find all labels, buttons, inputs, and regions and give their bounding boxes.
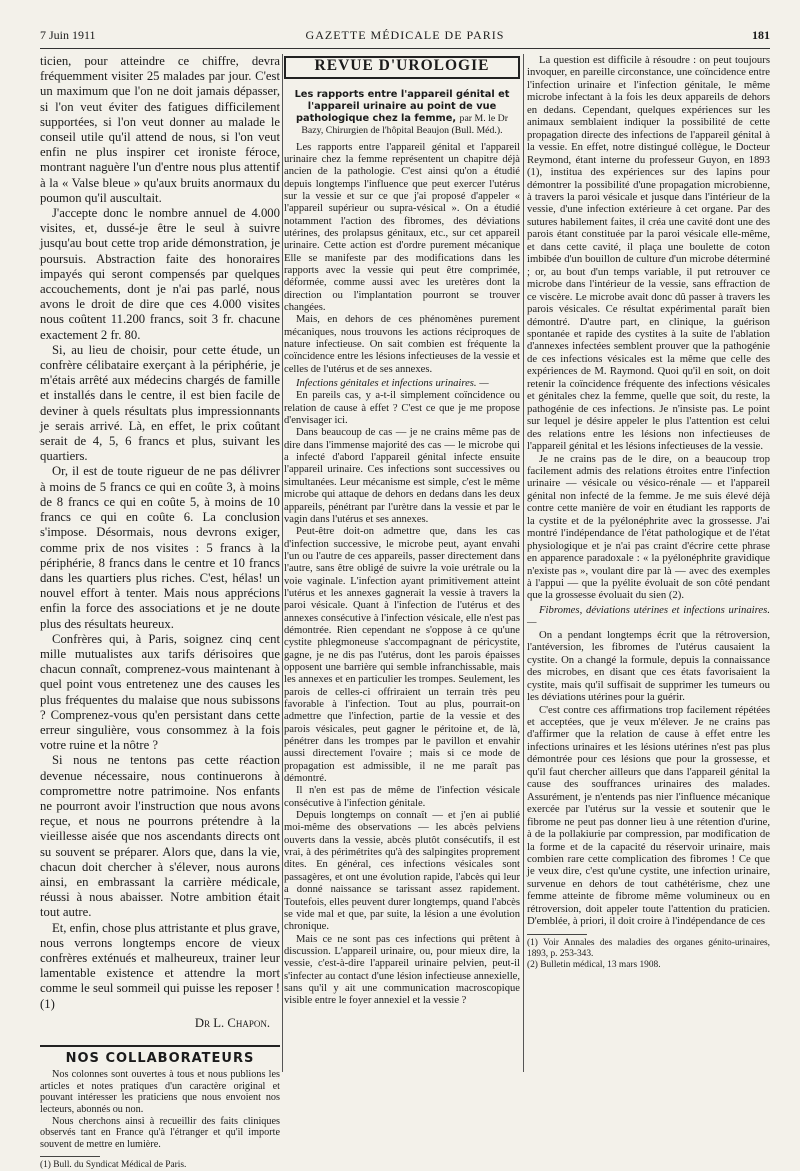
- notice-paragraph: Nos colonnes sont ouvertes à tous et nous publions les articles et notes pratiques d'un caractère original et pouvant intéresser les praticiens que nous envoient nos lecteurs, abonnés ou non.: [40, 1069, 280, 1115]
- article-citation: par M. le Dr Bazy, Chirurgien de l'hôpital Beaujon (Bull. Méd.).: [301, 112, 508, 136]
- paragraph: Or, il est de toute rigueur de ne pas délivrer à moins de 5 francs ce qui en coûte 3, à moins de 8 francs ce qui en coûte 5, à moins de 10 francs ce qui en coûte 6. La conclusion s'impose. Désormais, nous devrons exiger, comme prix de nos visites : 5 francs à la périphérie, 8 francs dans le centre et 10 francs dans les quartiers plus riches. C'est, hélas! un nouvel effort à tenter. Mais nous apprécions enfin la force des associations et je ne doute plus des résultats heureux.: [40, 464, 280, 631]
- subheading: Infections génitales et infections urinaires. —: [296, 378, 489, 390]
- footnote: (1) Bull. du Syndicat Médical de Paris.: [40, 1160, 187, 1171]
- paragraph: J'accepte donc le nombre annuel de 4.000 visites, et, dussé-je être le seul à suivre jusqu'au bout cette trop aride démonstration, je poursuis. Abstraction faite des honoraires impayés qui seront compensés par quelques accouchements, dont je n'ai pas parlé, nous avons le droit de dire que ces 4.000 visites nous coûtent 11.200 francs, soit 3 fr. chacune exactement 2 fr. 80.: [40, 206, 280, 342]
- column-right: [527, 54, 770, 1072]
- paragraph: En pareils cas, y a-t-il simplement coïncidence ou relation de cause à effet ? C'est ce que je me propose d'envisager ici.: [284, 390, 520, 427]
- article-heading: [284, 89, 520, 136]
- paragraph: On a pendant longtemps écrit que la rétroversion, l'antéversion, les fibromes de l'utérus causaient la cystite. On a changé la formule, depuis la connaissance des microbes, en disant que ces états favorisaient la cystite, mais qu'il suffisait de supprimer les tumeurs ou les déviations utérines pour la guérir.: [527, 628, 770, 704]
- column-divider: [523, 54, 524, 1072]
- paragraph: Et, enfin, chose plus attristante et plus grave, nous verrons longtemps encore de vieux confrères exténués et malheureux, trainer leur lamentable existence et attendre la mort comme le seul sommeil qui puisse les reposer ! (1): [40, 920, 280, 1011]
- paragraph: Les rapports entre l'appareil génital et l'appareil urinaire chez la femme représentent un chapitre déjà ancien de la pathologie. C'est ainsi qu'on a étudié depuis longtemps l'influence que peut exercer l'utérus sur la vessie et sur ce que j'ai proposé d'appeler « l'appareil supérieur ou supra-vésical ». On a étudié notamment l'action des fibromes, des déviations utérines, des prolapsus génitaux, etc., sur cet appareil urinaire. Cette action est d'ordre purement mécanique Elle se manifeste par des modifications dans les rapports avec la vessie qui peut être comprimée, déformée, comme aussi avec les uretères dont la direction ou l'implantation pourront se trouver changées.: [284, 141, 520, 313]
- footnote-rule: [40, 1156, 100, 1157]
- footnote-rule: [527, 934, 587, 935]
- header-rule: [40, 48, 770, 49]
- paragraph: Mais, en dehors de ces phénomènes purement mécaniques, nous trouvons les actions réciproques de nature infectieuse. On sait combien est fréquente la coïncidence entre les lésions infectieuses de la vessie et celles de l'utérus et de ses annexes.: [284, 314, 520, 375]
- paragraph: Mais ce ne sont pas ces infections qui prêtent à discussion. L'appareil urinaire, ou, pour mieux dire, la vessie, c'est-à-dire l'appareil urinaire pelvien, peut-il s'infecter au contact d'une lésion infectieuse annexielle, sans qu'il y ait une communication macroscopique visible entre le foyer annexiel et la vessie ?: [284, 933, 520, 1007]
- paragraph: Si nous ne tentons pas cette réaction devenue nécessaire, nous continuerons à compromettre notre patrimoine. Nos enfants ne pourront avoir l'instruction que nous avons reçue, et nous ne pourrons prétendre à la vieillesse aisée que nos ascendants directs ont su souvent se préparer. Alors que, dans la vie, chacun doit chercher à s'élever, nous aurons ainsi, en embrassant la carrière médicale, réussi à nous abaisser. Notre ambition était tout autre.: [40, 753, 280, 920]
- running-head: [40, 28, 770, 46]
- subheading: Fibromes, déviations utérines et infections urinaires. —: [527, 603, 770, 629]
- paragraph: Si, au lieu de choisir, pour cette étude, un confrère célibataire exerçant à la périphérie, je m'étais arrêté aux médecins chargés de famille et installés dans le centre, il est bien facile de deviner à quels résultats plus impressionnants je serais arrivé. Là, en effet, le prix coûtant serait de 4, 5, 6 francs et plus, suivant les quartiers.: [40, 342, 280, 464]
- paragraph: Peut-être doit-on admettre que, dans les cas d'infection successive, le microbe peut, ayant envahi l'un ou l'autre de ces appareils, passer directement dans l'autre, sans être obligé de suivre la voie urétrale ou la voie vaginale. L'infection ayant primitivement atteint l'utérus et les annexes gagnerait la vessie à travers la paroi vésicale. Quant à l'infection de l'utérus et des annexes consécutive à l'infection vésicale, elle n'est pas démontrée. Rien cependant ne s'oppose à ce qu'une cystite phlegmoneuse s'accompagnant de péricystite, gagne, je ne dis pas l'utérus, dont les parois épaisses opposent une barrière qui semble infranchissable, mais les annexes et en particulier les trompes. Seulement, les parois de celles-ci offriraient un terrain très peu favorable à l'infection. Tout au plus, pourrait-on admettre que l'infection, partie de la vessie et des parois vésicales, peut gagner le péritoine et, de là, pénétrer dans les trompes par le pavillon et envahir aussi directement l'ovaire ; mais si ce mode de propagation est admissible, il ne me paraît pas démontré.: [284, 526, 520, 785]
- column-left: [40, 54, 280, 1171]
- notice-paragraph: Nous cherchons ainsi à recueillir des faits cliniques observés tant en France qu'à l'étranger et qu'il importe souvent de mettre en lumière.: [40, 1115, 280, 1150]
- issue-date: 7 Juin 1911: [40, 28, 96, 42]
- paragraph: ticien, pour atteindre ce chiffre, devra fréquemment visiter 25 malades par jour. C'est un maximum que l'on ne doit jamais dépasser, si l'on veut éviter des fatigues difficilement supportées, si l'on veut donner au malade le conseil utile qu'il attend de nous, si l'on veut enfin ne plus inspirer cet ironiste féroce, montrant naguère l'un d'entre nous plus attentif à la « Valse bleue » qu'aux bruits anormaux du poumon qu'il auscultait.: [40, 54, 280, 205]
- paragraph: Je ne crains pas de le dire, on a beaucoup trop facilement admis des relations étroites entre l'infection urinaire — vésicale ou vésico-rénale — et l'appareil génital non infecté de la femme. Je me suis élevé déjà contre cette manière de voir en étudiant les rapports de la cystite et de la pyélonéphrite avec la grossesse. J'ai montré l'indépendance de l'état pathologique et de l'état physiologique et je n'ai pas craint d'écrire cette phrase en apparence paradoxale : « la pyélonéphrite gravidique n'existe pas », voulant dire par là — avec des exemples à l'appui — que la pyélite évoluait de son côté pendant que la grossesse évoluait du sien (2).: [527, 452, 770, 602]
- column-divider: [282, 54, 283, 1072]
- collaborators-notice: [40, 1045, 280, 1150]
- section-title: REVUE D'UROLOGIE: [314, 57, 490, 74]
- journal-title: GAZETTE MÉDICALE DE PARIS: [305, 28, 505, 42]
- paragraph: Dans beaucoup de cas — je ne crains même pas de dire dans l'immense majorité des cas — le microbe qui a infecté d'abord l'appareil génital infecte ensuite l'appareil urinaire. Ces infections sont successives ou simultanées. Leur mécanisme est simple, c'est le même microbe qui attaque de dehors en dedans dans les deux appareils, pénétrant par l'urètre dans la vessie et par le vagin dans l'utérus et ses annexes.: [284, 427, 520, 525]
- page-number: 181: [752, 28, 770, 42]
- collaborators-title: NOS COLLABORATEURS: [65, 1051, 255, 1066]
- paragraph: Depuis longtemps on connaît — et j'en ai publié moi-même des observations — les abcès pelviens ouverts dans la vessie, abcès plutôt consécutifs, il est vrai, à des périmétrites qu'à des salpingites proprement dites. En général, ces infections vésicales sont passagères, et ont une évolution rapide, l'abcès qui leur a donné naissance se tarissant assez rapidement. Toutefois, elles peuvent durer longtemps, quand l'abcès se vide mal et que, par suite, la lésion a une évolution chronique.: [284, 810, 520, 933]
- footnote: (2) Bulletin médical, 13 mars 1908.: [527, 959, 661, 970]
- paragraph: La question est difficile à résoudre : on peut toujours invoquer, en pareille circonstance, une coïncidence entre l'infection urinaire et l'infection génitale, le même microbe infectant à la fois les deux appareils de dehors en dedans. Cependant, quelques expériences sur les animaux semblaient indiquer la possibilité de cette propagation directe des infections de l'appareil génital à la vessie. En effet, notre distingué collègue, le Docteur Reymond, étant interne du professeur Guyon, en 1893 (1), institua des expériences sur des lapins pour démontrer la possibilité d'une propagation microbienne, à travers la paroi vésicale et jusque dans l'intérieur de la vessie, d'une infection extérieure à cet organe. Par des sutures habilement faites, il créa une cavité dont une des parois étant constituée par la paroi vésicale elle-même, et dans cette cavité, il plaça une boulette de coton imbibée d'un bouillon de culture d'un microbe déterminé ; or, au bout d'un temps variable, il put retrouver ce microbe dans l'intérieur de la vessie, sans effraction de ce viscère. Le microbe avait donc dû passer à travers les parois vésicales. Ce résultat expérimental paraît bien démontré. D'autre part, en clinique, la guérison spontanée et rapide des cystites à la suite de l'ablation d'annexes infectées semblent prouver que la pathogénie de ces infections vésicales est la même que celle des expériences de M. Raymond. Quoi qu'il en soit, on doit retenir la coïncidence fréquente des infections vésicales et génitales chez la femme, quelle que soit, du reste, la pathogénie de ces infections. Je n'insiste pas. Le point sur lequel je désire appeler le plus l'attention est celui des relations entre les lésions non infectieuses de l'appareil génital et les lésions infectieuses de la vessie.: [527, 54, 770, 453]
- paragraph: Confrères qui, à Paris, soignez cinq cent mille mutualistes aux tarifs dérisoires que chacun connaît, comprenez-vous maintenant à quel point vous entretenez une des causes les plus fréquentes du malaise que nous subissons ? Comprenez-vous qu'en persistant dans cette erreur singulière, vous consommez à la fois votre ruine et la nôtre ?: [40, 631, 280, 753]
- article-title: Les rapports entre l'appareil génital et l'appareil urinaire au point de vue pathologique chez la femme,: [294, 89, 510, 124]
- paragraph: C'est contre ces affirmations trop facilement répétées et acceptées, que je veux m'élever. Je ne crains pas d'affirmer que la relation de cause à effet entre les infections urinaires et les lésions utérines n'est pas plus démontrée pour ces lésions que pour la grossesse, et qu'il faut chercher ailleurs que dans l'appareil génital la cause des souffrances urinaires des malades. Assurément, je n'entends pas nier l'influence mécanique exercée par l'utérus sur la vessie et soutenir que le fibrome ne peut pas donner lieu à une rétention d'urine, à de la pollakiurie par compression, par modification de la forme et de la capacité du réservoir urinaire, mais combien rare cette complication des fibromes ! Ce que je veux dire, c'est qu'une cystite, une infection urinaire, survenue en dehors de tout cathétérisme, chez une femme atteinte de fibrome même volumineux ou en rétroversion, doit appeler toute l'attention du praticien. D'emblée, à priori, il doit croire à l'indépendance de ces: [527, 703, 770, 928]
- paragraph: Il n'en est pas de même de l'infection vésicale consécutive à l'infection génitale.: [284, 785, 520, 809]
- section-header: [284, 56, 520, 79]
- footnote: (1) Voir Annales des maladies des organes génito-urinaires, 1893, p. 253-343.: [527, 937, 770, 959]
- author-signature: Dr L. Chapon.: [194, 1015, 270, 1030]
- column-middle: [284, 54, 520, 1072]
